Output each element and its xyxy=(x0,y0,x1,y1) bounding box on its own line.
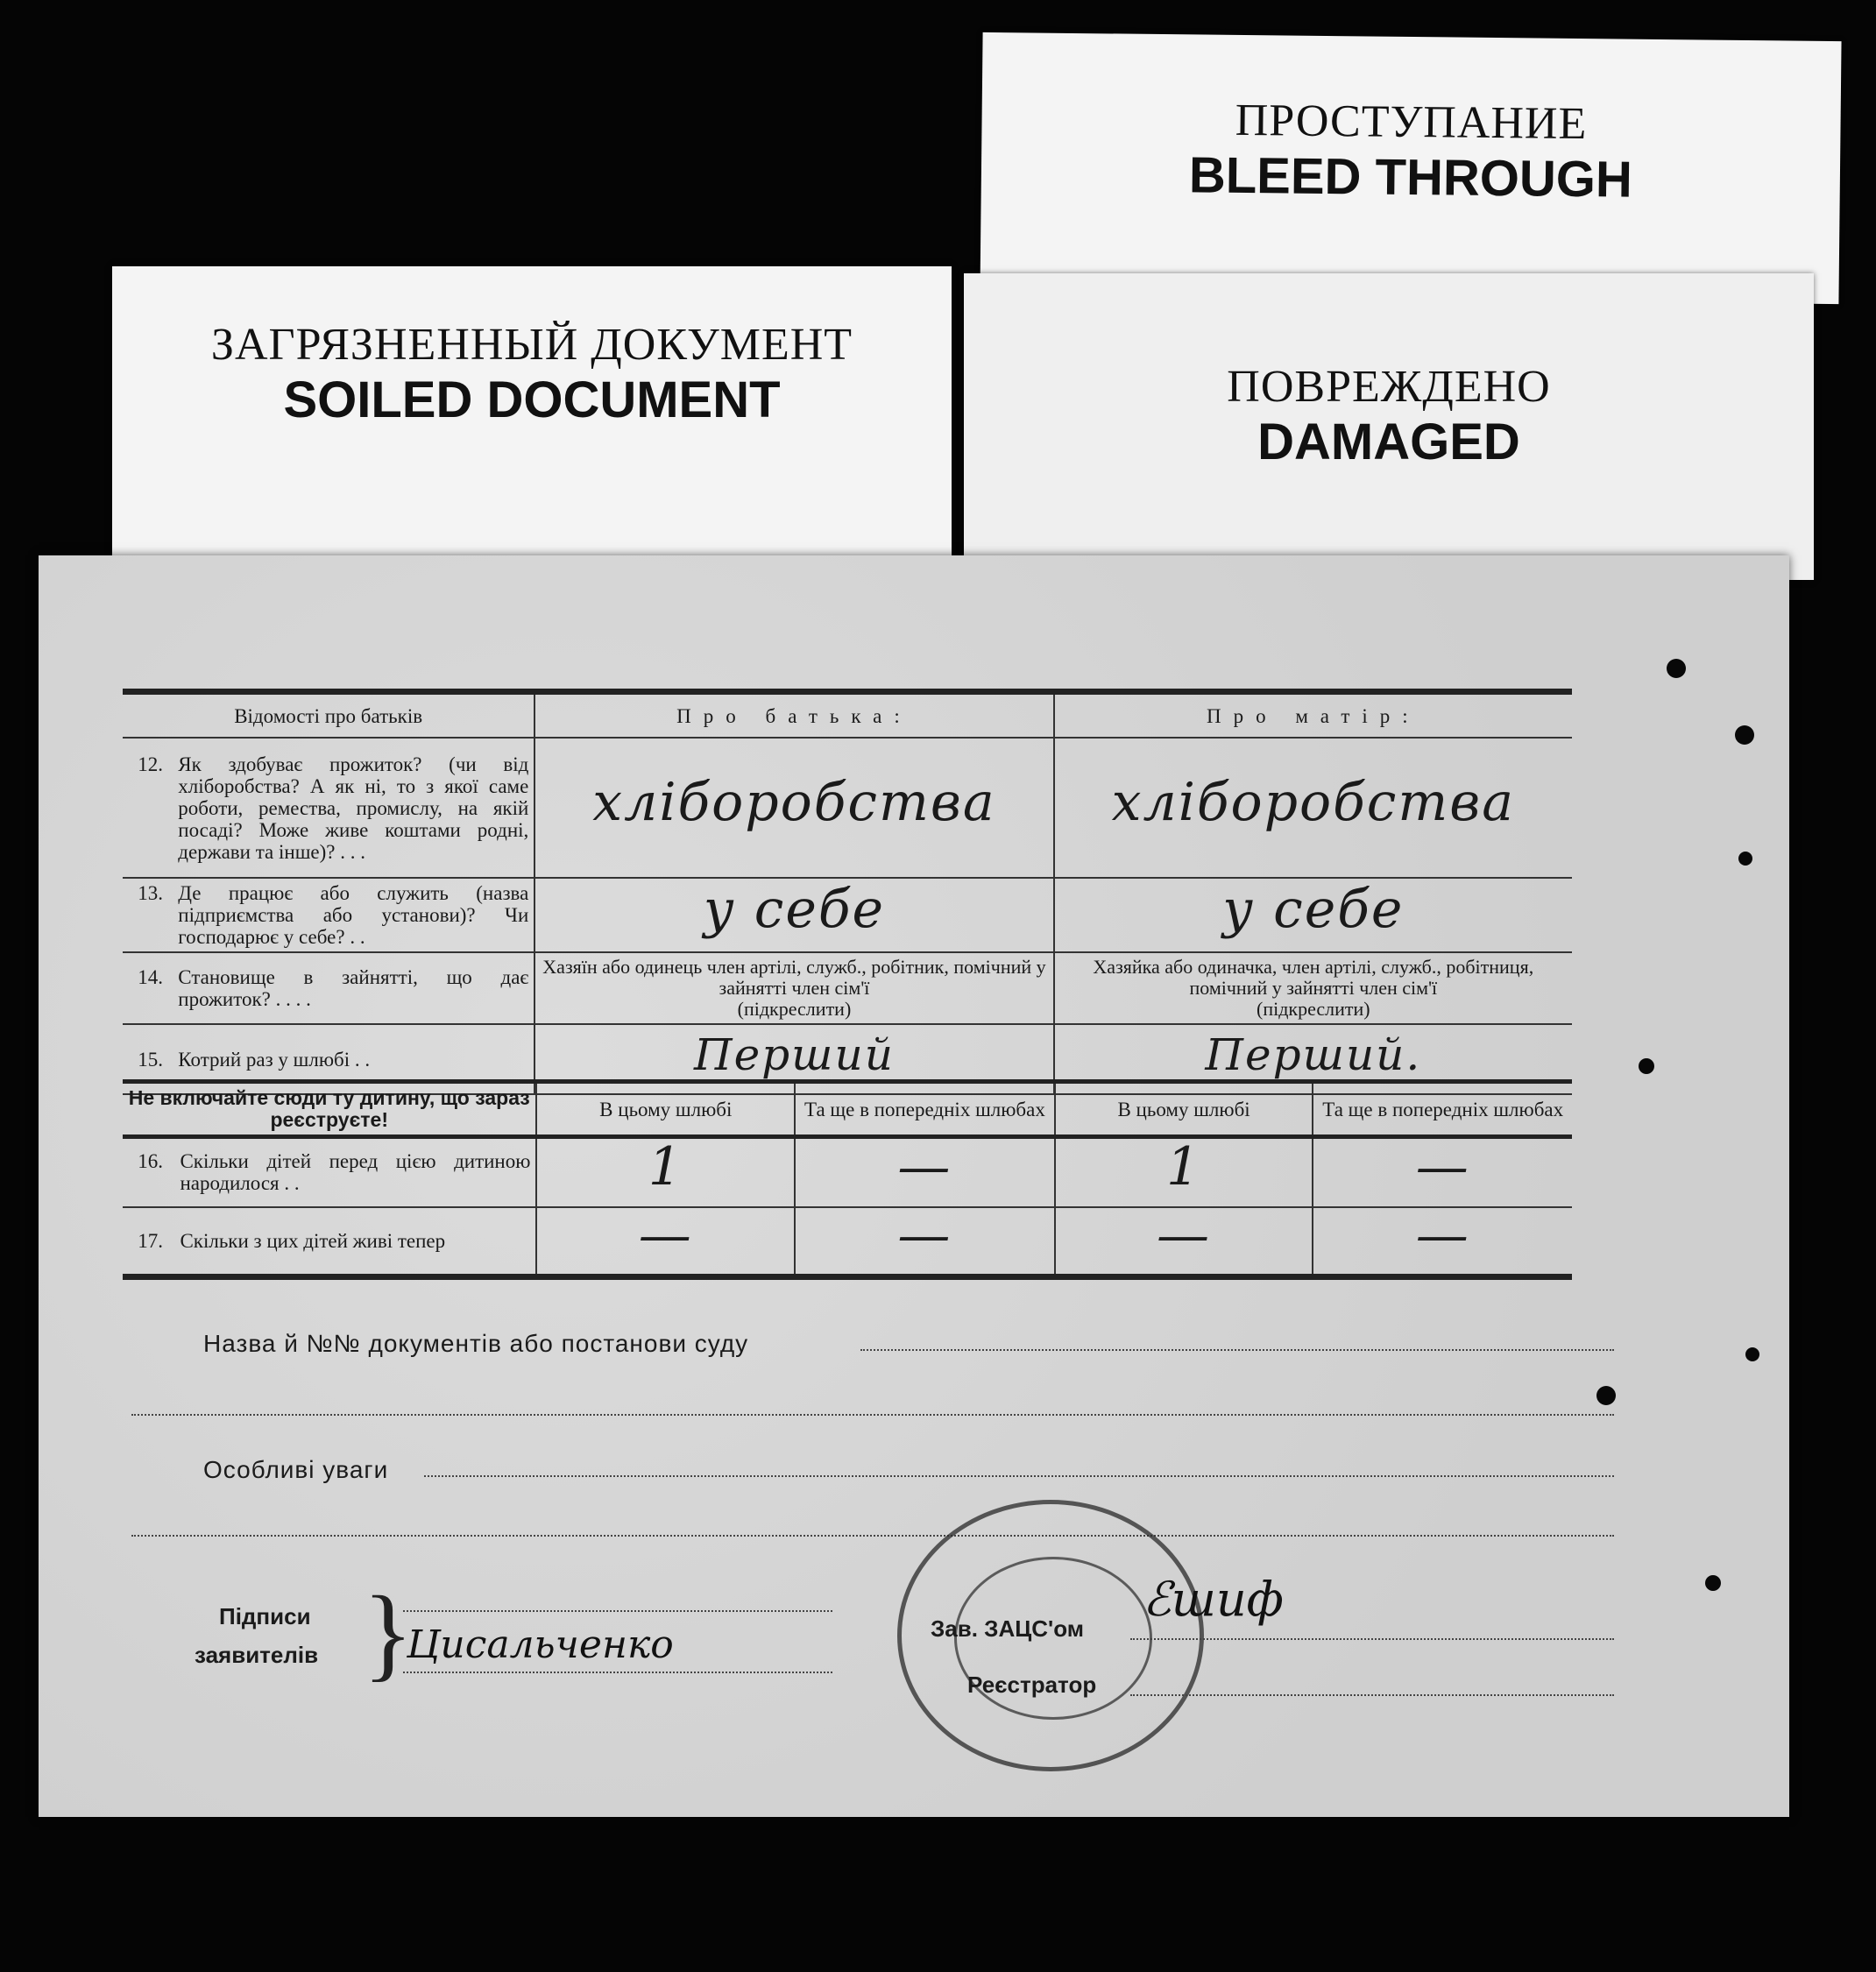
mother-options: Хазяйка або одиначка, член артілі, служб., робітниця, помічний у зайнятті член сім'ї xyxy=(1093,956,1534,999)
binding-hole xyxy=(1705,1575,1721,1591)
father-answer: хліборобства xyxy=(592,771,996,833)
question-number: 16. xyxy=(138,1150,163,1173)
soiled-document-card xyxy=(112,266,952,564)
damaged-en: DAMAGED xyxy=(1257,413,1520,470)
mother-alive-this: — xyxy=(1157,1204,1212,1266)
mother-children-this: 1 xyxy=(1165,1135,1202,1198)
question-number: 13. xyxy=(138,882,163,904)
notes-line-2 xyxy=(131,1535,1614,1537)
damaged-card xyxy=(964,273,1814,580)
mother-alive-prev: — xyxy=(1415,1204,1470,1266)
father-alive-prev: — xyxy=(897,1204,952,1266)
brace: } xyxy=(363,1574,414,1691)
soiled-ru: ЗАГРЯЗНЕННЫЙ ДОКУМЕНТ xyxy=(210,320,853,370)
signatures-label: Підписи xyxy=(219,1603,311,1629)
father-answer: у себе xyxy=(703,879,886,940)
signature-line-2 xyxy=(403,1672,832,1673)
question-text: Як здобуває прожиток? (чи від хліборобства? А як ні, то з якої саме роботи, ремества, промислу, на якій посаді? Може живе коштами родні, держави та інше)? . . . xyxy=(178,753,529,863)
bleed-through-ru: ПРОСТУПАНИЕ xyxy=(1235,95,1588,150)
section-title: Відомості про батьків xyxy=(123,692,534,739)
father-alive-this: — xyxy=(638,1204,693,1266)
question-number: 14. xyxy=(138,966,163,988)
soiled-en: SOILED DOCUMENT xyxy=(283,371,781,428)
question-text: Становище в зайнятті, що дає прожиток? . . . . xyxy=(178,966,529,1010)
mother-this-marriage-header: В цьому шлюбі xyxy=(1055,1082,1313,1137)
table-header-row xyxy=(123,692,1572,739)
father-underline-note: (підкреслити) xyxy=(737,998,852,1020)
table-row xyxy=(123,878,1572,952)
signatures-label-2: заявителів xyxy=(195,1642,319,1668)
table-row xyxy=(123,1207,1572,1277)
father-children-this: 1 xyxy=(648,1135,683,1198)
father-options: Хазяїн або одинець член артілі, служб., робітник, помічний у зайнятті член сім'ї xyxy=(542,956,1046,999)
table-row xyxy=(123,952,1572,1024)
registrar-signature-line xyxy=(1130,1694,1614,1696)
notes-line xyxy=(424,1475,1614,1477)
father-previous-header: Та ще в попередніх шлюбах xyxy=(795,1082,1055,1137)
mother-column-header: Про матір: xyxy=(1054,692,1572,739)
binding-hole xyxy=(1745,1347,1759,1361)
father-column-header: Про батька: xyxy=(534,692,1053,739)
signature-line-1 xyxy=(403,1610,832,1612)
mother-answer: хліборобства xyxy=(1111,771,1515,833)
applicant-signature: Цисальченко xyxy=(407,1622,674,1667)
mother-underline-note: (підкреслити) xyxy=(1257,998,1370,1020)
children-table xyxy=(123,1079,1572,1280)
documents-line-2 xyxy=(131,1414,1614,1416)
mother-answer: Перший. xyxy=(1205,1029,1422,1080)
children-header-row xyxy=(123,1082,1572,1137)
head-label: Зав. ЗАЦС'ом xyxy=(931,1615,1084,1642)
table-row xyxy=(123,1137,1572,1207)
binding-hole xyxy=(1735,725,1754,745)
father-answer: Перший xyxy=(693,1029,895,1080)
registrar-label: Реєстратор xyxy=(967,1672,1097,1698)
notes-label: Особливі уваги xyxy=(203,1456,389,1483)
documents-line xyxy=(860,1349,1614,1351)
binding-hole xyxy=(1667,659,1686,678)
head-signature: ℰшиф xyxy=(1143,1572,1284,1627)
head-signature-line xyxy=(1130,1638,1614,1640)
mother-children-prev: — xyxy=(1415,1135,1470,1198)
binding-hole xyxy=(1596,1386,1616,1405)
question-number: 15. xyxy=(138,1048,163,1071)
question-text: Де працює або служить (назва підприємства або установи)? Чи господарює у себе? . . xyxy=(178,882,529,948)
documents-label: Назва й №№ документів або постанови суду xyxy=(203,1330,749,1357)
bleed-through-en: BLEED THROUGH xyxy=(1188,146,1633,209)
question-number: 17. xyxy=(138,1229,163,1252)
document-sheet xyxy=(39,555,1789,1817)
father-children-prev: — xyxy=(897,1135,952,1198)
question-text: Котрий раз у шлюбі . . xyxy=(178,1048,371,1071)
question-text: Скільки дітей перед цією дитиною народилося . . xyxy=(180,1150,531,1195)
binding-hole xyxy=(1639,1058,1654,1074)
binding-hole xyxy=(1738,852,1752,866)
damaged-ru: ПОВРЕЖДЕНО xyxy=(1227,362,1551,412)
exclusion-note: Не включайте сюди ту дитину, що зараз реєструєте! xyxy=(123,1082,536,1137)
parents-info-table xyxy=(123,689,1572,1095)
question-text: Скільки з цих дітей живі тепер xyxy=(180,1229,446,1252)
table-row xyxy=(123,738,1572,878)
question-number: 12. xyxy=(138,753,163,775)
mother-answer: у себе xyxy=(1222,879,1405,940)
bleed-through-card xyxy=(980,32,1841,304)
father-this-marriage-header: В цьому шлюбі xyxy=(536,1082,795,1137)
mother-previous-header: Та ще в попередніх шлюбах xyxy=(1313,1082,1572,1137)
